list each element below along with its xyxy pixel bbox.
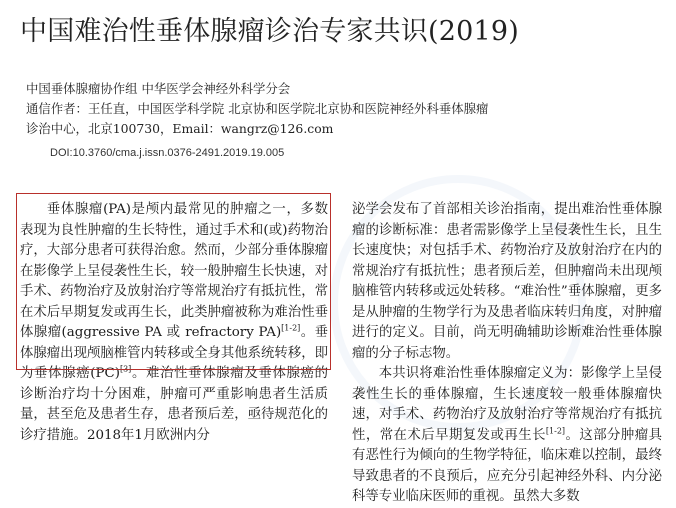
citation-ref: [1-2] [545,426,566,436]
intro-text-c: 。难治性垂体腺瘤及垂体腺癌的诊断治疗均十分困难，肿瘤可严重影响患者生活质量，甚至危及患者生存，患者预后差，亟待规范化的诊疗措施。2018年1月欧洲内分 [20,366,328,443]
author-groups: 中国垂体腺瘤协作组 中华医学会神经外科学分会 [26,81,291,96]
citation-ref: [3] [119,364,132,374]
citation-ref: [1-2] [281,323,301,333]
correspondence-line-1: 通信作者：王任直，中国医学科学院 北京协和医学院北京协和医院神经外科垂体腺瘤 [26,101,489,116]
intro-text-a: 垂体腺瘤(PA)是颅内最常见的肿瘤之一，多数表现为良性肿瘤的生长特性，通过手术和(或)药物治疗，大部分患者可获得治愈。然而，少部分垂体腺瘤在影像学上呈侵袭性生长，较一般肿瘤生长快速，对手术、药物治疗及放射治疗等常规治疗有抵抗性，常在术后早期复发或再生长，此类肿瘤被称为难治性垂体腺瘤(aggressive PA 或 refractory PA) [20,202,328,340]
doi-line: DOI:10.3760/cma.j.issn.0376-2491.2019.19.005 [50,147,285,159]
definition-paragraph [352,364,662,508]
intro-paragraph [20,200,328,446]
correspondence-line-2: 诊治中心，北京100730，Email：wangrz@126.com [26,121,334,136]
intro-text-b: 。垂体腺瘤出现颅脑椎管内转移或全身其他系统转移，即为垂体腺癌(PC) [20,325,328,381]
continued-paragraph: 泌学会发布了首部相关诊治指南，提出难治性垂体腺瘤的诊断标准：患者需影像学上呈侵袭性生长，且生长速度快；对包括手术、药物治疗及放射治疗在内的常规治疗有抵抗性；患者预后差，但肿瘤尚未出现颅脑椎管内转移或远处转移。“难治性”垂体腺瘤，更多是从肿瘤的生物学行为及患者临床转归角度，对肿瘤进行的定义。目前，尚无明确辅助诊断难治性垂体腺瘤的分子标志物。 [352,202,662,361]
definition-text-b: 。这部分肿瘤具有恶性行为倾向的生物学特征，临床难以控制，最终导致患者的不良预后，应充分引起神经外科、内分泌科等专业临床医师的重视。虽然大多数 [352,427,663,504]
left-column [20,200,328,446]
article-title: 中国难治性垂体腺瘤诊治专家共识(2019) [20,16,519,47]
definition-text-a: 本共识将难治性垂体腺瘤定义为：影像学上呈侵袭性生长的垂体腺瘤，生长速度较一般垂体腺瘤快速，对手术、药物治疗及放射治疗等常规治疗有抵抗性，常在术后早期复发或再生长 [352,366,662,443]
right-column [352,200,662,508]
